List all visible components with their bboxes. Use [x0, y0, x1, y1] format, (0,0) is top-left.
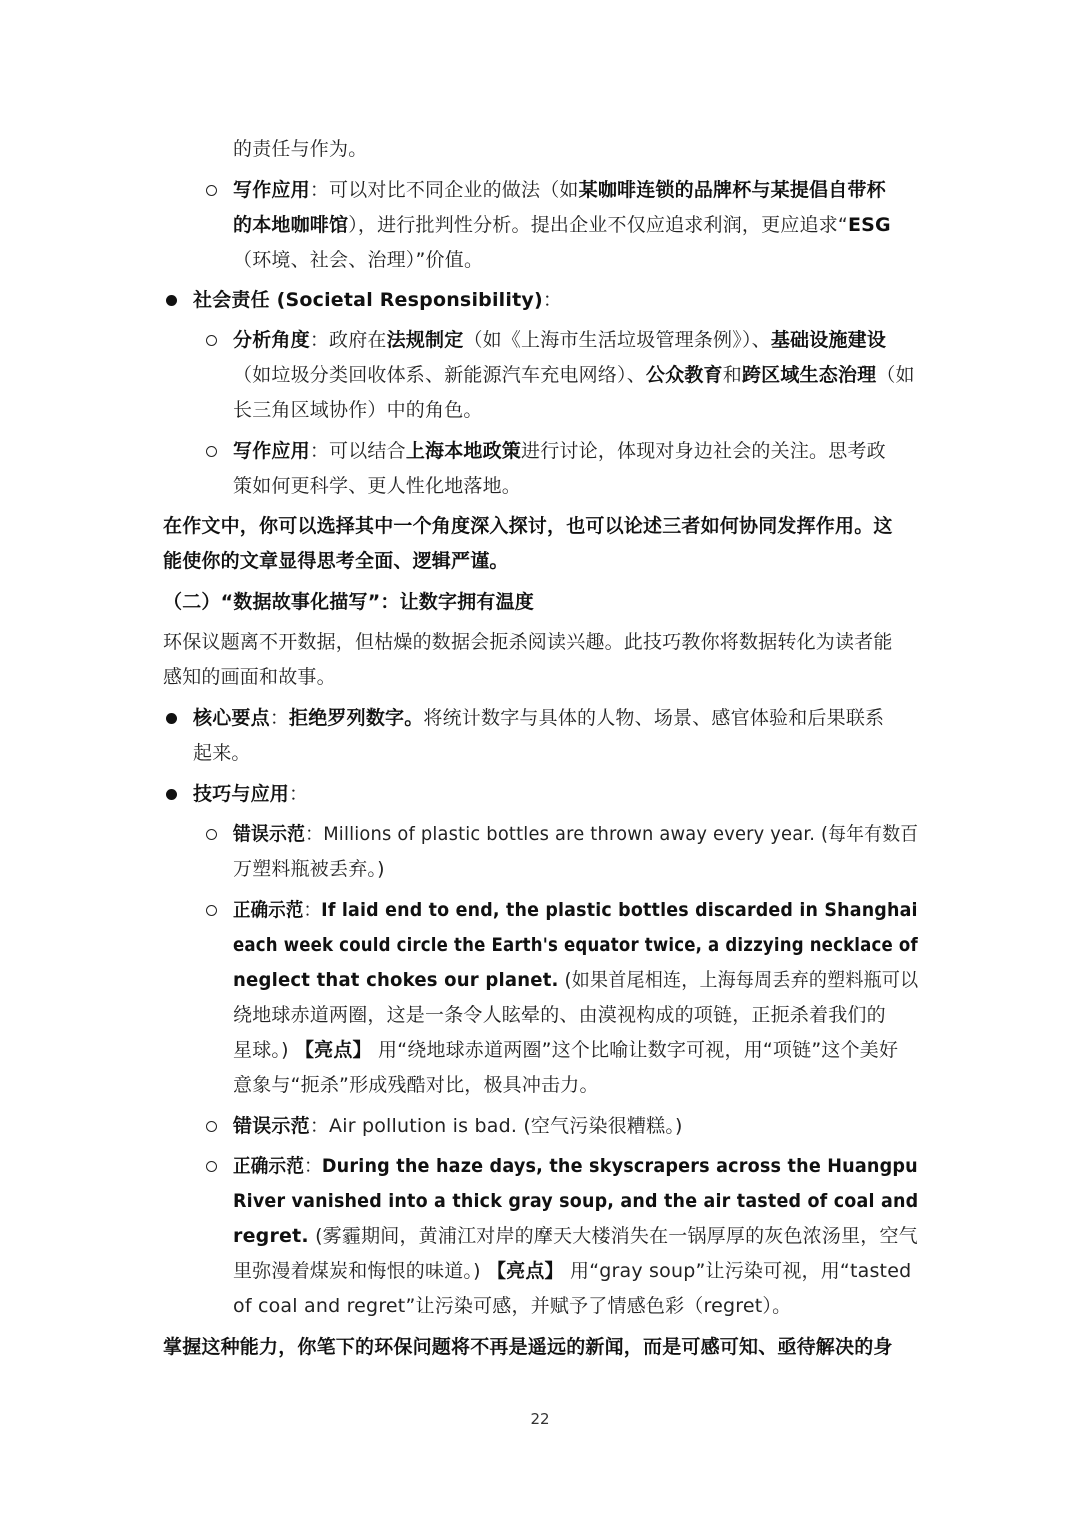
text-line: 错误示范：Air pollution is bad. (空气污染很糟糕。): [233, 1115, 683, 1137]
page-number: 22: [530, 1410, 550, 1428]
text-line: of coal and regret”让污染可感，并赋予了情感色彩（regret）。: [233, 1295, 792, 1317]
circle-bullet-icon: [206, 905, 217, 916]
circle-bullet-icon: [206, 185, 217, 196]
summary-text: 在作文中，你可以选择其中一个角度深入探讨，也可以论述三者如何协同发挥作用。这: [163, 515, 893, 537]
text-line: 写作应用：可以结合上海本地政策进行讨论，体现对身边社会的关注。思考政: [233, 440, 886, 462]
bullet-icon: [166, 295, 177, 306]
circle-bullet-icon: [206, 335, 217, 346]
text-line: 的责任与作为。: [233, 138, 368, 160]
text-line: 里弥漫着煤炭和悔恨的味道。) 【亮点】 用“gray soup”让污染可视，用“tasted: [233, 1260, 912, 1282]
summary-text: 掌握这种能力，你笔下的环保问题将不再是遥远的新闻，而是可感可知、亟待解决的身: [163, 1336, 893, 1358]
text-line: 的本地咖啡馆），进行批判性分析。提出企业不仅应追求利润，更应追求“ESG: [233, 214, 891, 236]
section-heading: 社会责任 (Societal Responsibility)：: [193, 289, 563, 311]
circle-bullet-icon: [206, 446, 217, 457]
text-line: 起来。: [193, 742, 251, 764]
text-line: River vanished into a thick gray soup, and the air tasted of coal and: [233, 1190, 919, 1212]
text-line: 正确示范：If laid end to end, the plastic bottles discarded in Shanghai: [233, 899, 918, 921]
text-line: 环保议题离不开数据，但枯燥的数据会扼杀阅读兴趣。此技巧教你将数据转化为读者能: [163, 631, 893, 653]
text-line: 核心要点：拒绝罗列数字。将统计数字与具体的人物、场景、感官体验和后果联系: [193, 707, 885, 729]
bullet-icon: [166, 713, 177, 724]
subsection-title: （二）“数据故事化描写”：让数字拥有温度: [163, 591, 534, 613]
text-line: 意象与“扼杀”形成残酷对比，极具冲击力。: [233, 1074, 599, 1096]
text-line: 万塑料瓶被丢弃。): [233, 858, 385, 880]
text-line: （如垃圾分类回收体系、新能源汽车充电网络）、公众教育和跨区域生态治理（如: [233, 364, 915, 386]
text-line: 错误示范：Millions of plastic bottles are thrown away every year. (每年有数百: [233, 823, 919, 845]
text-line: 写作应用：可以对比不同企业的做法（如某咖啡连锁的品牌杯与某提倡自带杯: [233, 179, 886, 201]
text-line: （环境、社会、治理）”价值。: [233, 249, 484, 271]
text-line: 绕地球赤道两圈，这是一条令人眩晕的、由漠视构成的项链，正扼杀着我们的: [233, 1004, 886, 1026]
text-line: neglect that chokes our planet. (如果首尾相连，上海每周丢弃的塑料瓶可以: [233, 969, 919, 991]
bullet-icon: [166, 789, 177, 800]
text-line: 星球。) 【亮点】 用“绕地球赤道两圈”这个比喻让数字可视，用“项链”这个美好: [233, 1039, 899, 1061]
text-line: 长三角区域协作）中的角色。: [233, 399, 483, 421]
section-heading: 技巧与应用：: [193, 783, 309, 805]
text-line: 策如何更科学、更人性化地落地。: [233, 475, 522, 497]
circle-bullet-icon: [206, 1121, 217, 1132]
summary-text: 能使你的文章显得思考全面、逻辑严谨。: [163, 550, 509, 572]
text-line: each week could circle the Earth's equator twice, a dizzying necklace of: [233, 934, 918, 956]
text-line: 正确示范：During the haze days, the skyscrapers across the Huangpu: [233, 1155, 918, 1177]
circle-bullet-icon: [206, 1161, 217, 1172]
circle-bullet-icon: [206, 829, 217, 840]
text-line: regret. (雾霾期间，黄浦江对岸的摩天大楼消失在一锅厚厚的灰色浓汤里，空气: [233, 1225, 918, 1247]
text-line: 分析角度：政府在法规制定（如《上海市生活垃圾管理条例》）、基础设施建设: [233, 329, 887, 351]
text-line: 感知的画面和故事。: [163, 666, 336, 688]
